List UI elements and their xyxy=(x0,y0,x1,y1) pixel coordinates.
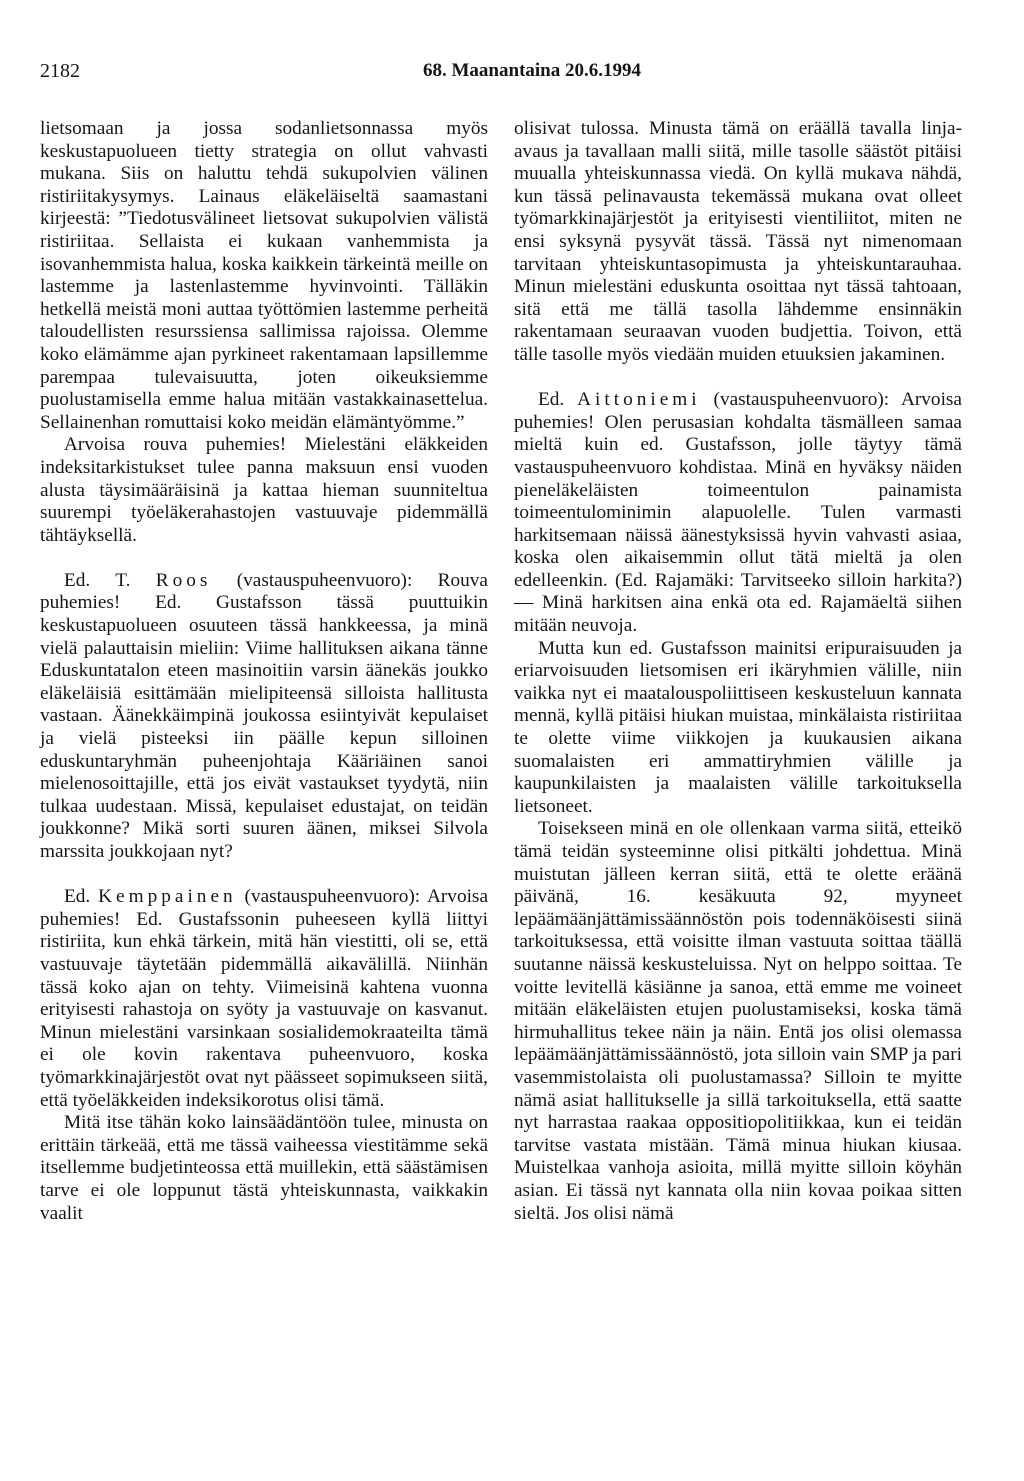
speech-aittoniemi xyxy=(514,389,962,638)
paragraph: olisivat tulossa. Minusta tämä on eräällä tavalla linja-avaus ja tavallaan malli siitä, mille tasolle säästöt pitäisi muualla yhteiskunnassa viedä. On kyllä mukava nähdä, kun tässä pelinavausta tekemässä mukana ovat olleet työmarkkinajärjestöt ja erityisesti vientiliitot, miten ne ensi syksynä pysyvät tässä. Tässä nyt nimenomaan tarvitaan yhteiskuntasopimusta ja yhteiskuntarauhaa. Minun mielestäni eduskunta osoittaa nyt tässä tahtoaan, sitä että me tällä tasolla lähdemme ensinnäkin rakentamaan seuraavan vuoden budjettia. Toivon, että tälle tasolle myös viedään muiden etuuksien jakaminen. xyxy=(514,118,962,365)
speech-text: (vastauspuheenvuoro): Rouva puhemies! Ed. Gustafsson tässä puuttuikin keskustapuolueen osuuteen tässä hankkeessa, ja minä vielä palauttaisin mieliin: Viime hallituksen aikana tänne Eduskuntatalon eteen masinoitiin varsin äänekäs joukko eläkeläisiä esittämään mielipiteensä silloista hallitusta vastaan. Äänekkäimpinä joukossa esiintyivät kepulaiset ja vielä pisteeksi iin päälle kepun silloinen eduskuntaryhmän puheenjohtaja Kääriäinen sanoi mielenosoittajille, että jos eivät vastaukset tyydytä, niin tulkaa uudestaan. Missä, kepulaiset edustajat, on teidän joukkonne? Mikä sorti suuren äänen, miksei Silvola marssita joukkojaan nyt? xyxy=(40,569,488,862)
speaker-name: Kemppainen xyxy=(98,886,237,908)
speech-text: (vastauspuheenvuoro): Arvoisa puhemies! Olen perusasian kohdalta täsmälleen samaa mieltä kuin ed. Gustafsson, jolle täytyy tämä vastauspuheenvuoro kohdistaa. Minä en hyväksy näiden pieneläkeläisten toimeentulon painamista toimeentulominimin alapuolelle. Tulen varmasti harkitsemaan näissä äänestyksissä hyvin vahvasti asiaa, koska olen aikaisemmin ollut tätä mieltä ja olen edelleenkin. (Ed. Rajamäki: Tarvitseeko silloin harkita?) — Minä harkitsen aina enkä ota ed. Rajamäeltä siihen mitään neuvoja. xyxy=(514,389,962,637)
paragraph: Arvoisa rouva puhemies! Mielestäni eläkkeiden indeksitarkistukset tulee panna maksuun ensi vuoden alusta täysimääräisinä ja kattaa hieman suunniteltua suurempi työeläkerahastojen vastuuvaje pidemmällä tähtäyksellä. xyxy=(40,434,488,546)
session-header: 68. Maanantaina 20.6.1994 xyxy=(423,60,641,81)
paragraph: Mitä itse tähän koko lainsäädäntöön tulee, minusta on erittäin tärkeää, että me tässä vaiheessa viestitämme sekä itsellemme budjetinteossa että muillekin, että säästämisen tarve ei ole loppunut tästä yhteiskunnasta, vaikkakin vaalit xyxy=(40,1112,488,1224)
speech-roos xyxy=(40,570,488,864)
speech-kemppainen xyxy=(40,886,488,1112)
speech-text: (vastauspuheenvuoro): Arvoisa puhemies! Ed. Gustafssonin puheeseen kyllä liittyi ristiriita, kun ehkä tärkein, mitä hän viestitti, oli se, että vastuuvaje täytetään pidemmällä aikavälillä. Niinhän tässä koko ajan on tehty. Viimeisinä kahtena vuonna erityisesti rahastoja on syöty ja vastuuvaje on kasvanut. Minun mielestäni varsinkaan sosialidemokraateilta tämä ei ole kovin rakentava puheenvuoro, koska työmarkkinajärjestöt ovat nyt päässeet sopimukseen siitä, että työeläkkeiden indeksikorotus olisi tämä. xyxy=(40,886,488,1111)
speaker-prefix: Ed. xyxy=(538,389,578,411)
paragraph: Mutta kun ed. Gustafsson mainitsi eripuraisuuden ja eriarvoisuuden lietsomisen eri ikäryhmien välille, niin vaikka nyt ei maatalouspoliittiseen keskusteluun kannata mennä, kyllä pitäisi hiukan muistaa, minkälaista ristiriitaa te olette viime viikkojen ja kuukausien aikana suomalaisten eri ammattiryhmien välille ja kaupunkilaisten ja maalaisten välille tarkoituksella lietsoneet. xyxy=(514,637,962,817)
speaker-prefix: Ed. xyxy=(64,886,99,908)
page-number: 2182 xyxy=(40,60,80,82)
paragraph: Toisekseen minä en ole ollenkaan varma siitä, etteikö tämä teidän systeeminne olisi pitkälti johdettua. Minä muistutan jälleen kerran siitä, että te olette eräänä päivänä, 16. kesäkuuta 92, myyneet lepäämäänjättämissäännöstön pois todennäköisesti siinä tarkoituksessa, että voisitte ilman vastuuta soittaa täällä suutanne näissä keskusteluissa. Nyt on helppo soittaa. Te voitte levitellä käsiänne ja sanoa, että emme me voineet mitään eläkeläisten etujen puolustamiseksi, koska tämä hirmuhallitus tekee näin ja näin. Entä jos olisi olemassa lepäämäänjättämissäännöstö, jota silloin vain SMP ja pari vasemmistolaista oli puolustamassa? Silloin te myitte nämä asiat hallitukselle ja sillä tarkoituksella, että saatte nyt harrastaa raakaa oppositiopolitiikkaa, kun ei teidän tarvitse vastata mistään. Tämä minua hiukan kiusaa. Muistelkaa vanhoja asioita, millä myitte silloin köyhän asian. Ei tässä nyt kannata olla niin kovaa poikaa sitten sieltä. Jos olisi nämä xyxy=(514,818,962,1224)
speaker-name: Roos xyxy=(155,569,212,591)
left-column xyxy=(40,118,488,1225)
paragraph: lietsomaan ja jossa sodanlietsonnassa myös keskustapuolueen tietty strategia on ollut vahvasti mukana. Siis on haluttu tehdä sukupolvien välinen ristiriitakysymys. Lainaus eläkeläiseltä saamastani kirjeestä: ”Tiedotusvälineet lietsovat sukupolvien välistä ristiriitaa. Sellaista ei kukaan vanhemmista ja isovanhemmista halua, koska kaikkein tärkeintä meille on lastemme ja lastenlastemme hyvinvointi. Tälläkin hetkellä meistä moni auttaa työttömien lastemme perheitä taloudellisten resurssiensa sallimissa rajoissa. Olemme koko elämämme ajan pyrkineet rakentamaan lapsillemme parempaa tulevaisuutta, joten oikeuksiemme puolustamisella emme halua mitään vastakkainasettelua. Sellainenhan romuttaisi koko meidän elämäntyömme.” xyxy=(40,118,488,433)
speaker-prefix: Ed. T. xyxy=(64,569,156,591)
speaker-name: Aittoniemi xyxy=(577,389,701,411)
right-column xyxy=(514,118,962,1225)
